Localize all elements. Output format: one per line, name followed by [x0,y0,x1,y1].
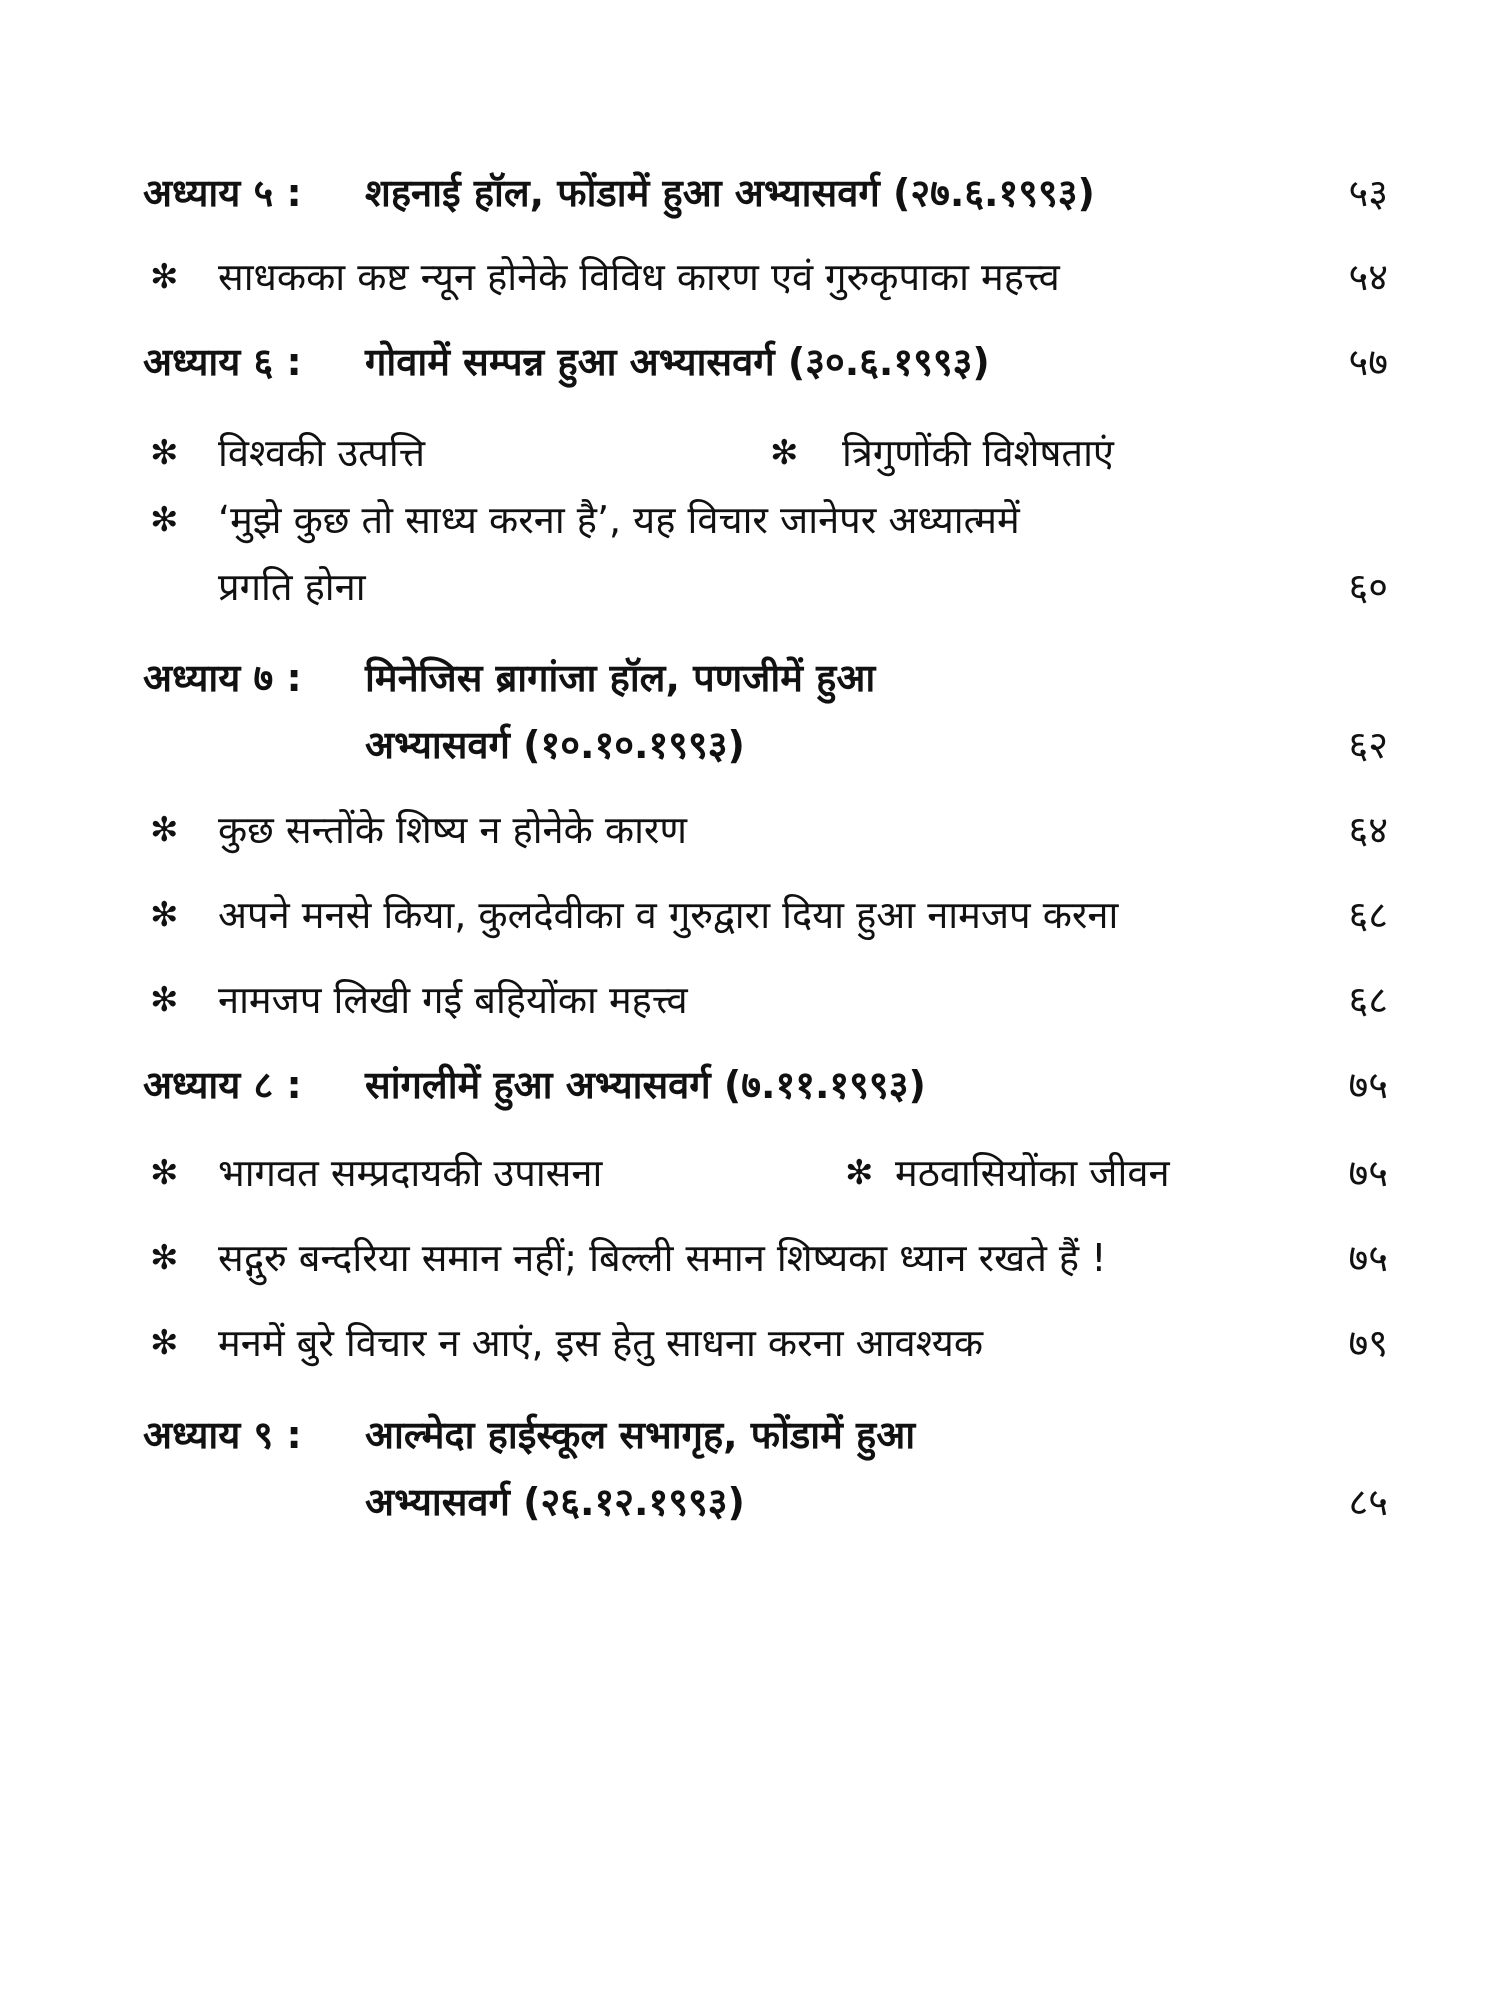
topic-line [0,970,1500,1030]
chapter-label: अध्याय ६ : [143,340,302,384]
page-number: ८५ [1348,1480,1388,1524]
page-number: ६८ [1348,978,1388,1022]
topic-text: नामजप लिखी गई बहियोंका महत्त्व [218,978,688,1022]
topic-line [0,1313,1500,1373]
chapter-title-continued: अभ्यासवर्ग (१०.१०.१९९३) [365,723,745,767]
asterisk-icon: ✻ [150,1153,179,1193]
chapter-title: गोवामें सम्पन्न हुआ अभ्यासवर्ग (३०.६.१९९३) [365,340,990,384]
asterisk-icon: ✻ [150,500,179,540]
topic-line [0,1143,1500,1203]
asterisk-icon: ✻ [150,810,179,850]
page-number: ६० [1348,565,1388,609]
chapter-label: अध्याय ७ : [143,656,302,700]
chapter-heading-continuation [0,1472,1500,1532]
topic-line [0,247,1500,307]
chapter-heading [0,332,1500,392]
chapter-title: मिनेजिस ब्रागांजा हॉल, पणजीमें हुआ [365,656,876,700]
chapter-label: अध्याय ८ : [143,1063,302,1107]
page-number: ६२ [1348,723,1388,767]
topic-text-secondary: त्रिगुणोंकी विशेषताएं [842,431,1114,475]
topic-line [0,885,1500,945]
asterisk-icon: ✻ [150,257,179,297]
chapter-title: सांगलीमें हुआ अभ्यासवर्ग (७.११.१९९३) [365,1063,926,1107]
asterisk-icon: ✻ [150,980,179,1020]
page-number: ५४ [1348,255,1388,299]
chapter-heading [0,1405,1500,1465]
topic-text: मनमें बुरे विचार न आएं, इस हेतु साधना करना आवश्यक [218,1321,984,1365]
topic-text: भागवत सम्प्रदायकी उपासना [218,1151,603,1195]
asterisk-icon: ✻ [150,895,179,935]
page-number: ६४ [1348,808,1388,852]
topic-continuation [0,557,1500,617]
chapter-title: शहनाई हॉल, फोंडामें हुआ अभ्यासवर्ग (२७.६.१९९३) [365,171,1095,215]
topic-text: साधकका कष्ट न्यून होनेके विविध कारण एवं गुरुकृपाका महत्त्व [218,255,1060,299]
topic-text: अपने मनसे किया, कुलदेवीका व गुरुद्वारा दिया हुआ नामजप करना [218,893,1119,937]
chapter-heading [0,1055,1500,1115]
topic-text: विश्वकी उत्पत्ति [218,431,425,475]
asterisk-icon: ✻ [770,433,799,473]
asterisk-icon: ✻ [150,1323,179,1363]
chapter-heading [0,648,1500,708]
chapter-label: अध्याय ९ : [143,1413,302,1457]
page-number: ६८ [1348,893,1388,937]
page-number: ७९ [1348,1321,1388,1365]
page-number: ५७ [1348,340,1388,384]
asterisk-icon: ✻ [150,1238,179,1278]
topic-text: सद्गुरु बन्दरिया समान नहीं; बिल्ली समान शिष्यका ध्यान रखते हैं ! [218,1236,1107,1280]
chapter-heading-continuation [0,715,1500,775]
chapter-title-continued: अभ्यासवर्ग (२६.१२.१९९३) [365,1480,745,1524]
topic-text: कुछ सन्तोंके शिष्य न होनेके कारण [218,808,687,852]
topic-line [0,490,1500,550]
topic-text-continued: प्रगति होना [218,565,366,609]
page-number: ७५ [1348,1063,1388,1107]
page-number: ७५ [1348,1151,1388,1195]
page-number: ५३ [1348,171,1388,215]
topic-line [0,800,1500,860]
chapter-title: आल्मेदा हाईस्कूल सभागृह, फोंडामें हुआ [365,1413,916,1457]
topic-line [0,1228,1500,1288]
topic-line [0,423,1500,483]
chapter-label: अध्याय ५ : [143,171,302,215]
asterisk-icon: ✻ [845,1153,874,1193]
topic-text: ‘मुझे कुछ तो साध्य करना है’, यह विचार जानेपर अध्यात्ममें [218,498,1020,542]
asterisk-icon: ✻ [150,433,179,473]
chapter-heading [0,163,1500,223]
page-number: ७५ [1348,1236,1388,1280]
topic-text-secondary: मठवासियोंका जीवन [895,1151,1170,1195]
